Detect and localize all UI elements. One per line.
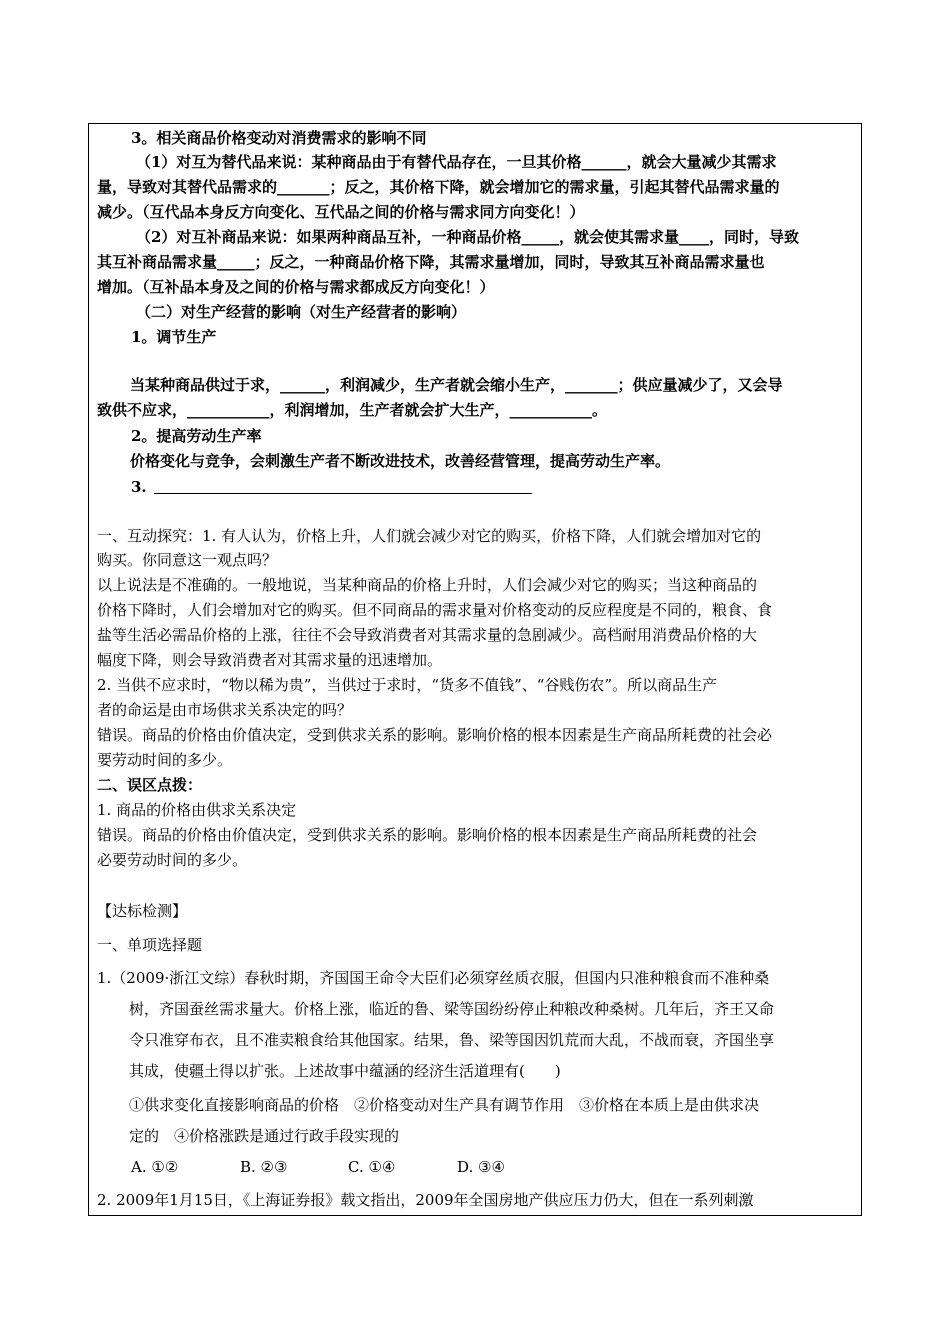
statement-line: ①供求变化直接影响商品的价格 ②价格变动对生产具有调节作用 ③价格在本质上是由供求决 xyxy=(129,1096,760,1114)
section-heading: 【达标检测】 xyxy=(97,902,188,920)
answer-line: 以上说法是不准确的。一般地说，当某种商品的价格上升时，人们会减少对它的购买；当这种商品的 xyxy=(97,576,758,594)
question-line: 令只准穿布衣，且不准卖粮食给其他国家。结果，鲁、梁等国因饥荒而大乱，不战而衰，齐国坐享 xyxy=(129,1031,775,1049)
paragraph-line: 1. 商品的价格由供求关系决定 xyxy=(97,801,297,819)
question-line: 2. 当供不应求时，“物以稀为贵”，当供过于求时，“货多不值钱”、“谷贱伤农”。所以商品生产 xyxy=(97,676,718,694)
section-heading: 一、单项选择题 xyxy=(97,936,203,954)
answer-line: 幅度下降，则会导致消费者对其需求量的迅速增加。 xyxy=(97,651,443,669)
paragraph-line: 当某种商品供过于求，______，利润减少，生产者就会缩小生产，_______；供应量减少了，又会导 xyxy=(130,376,783,394)
section-heading: 二、误区点拨： xyxy=(97,776,203,794)
answer-line: 价格下降时，人们会增加对它的购买。但不同商品的需求量对价格变动的反应程度是不同的，粮食、食 xyxy=(97,601,773,619)
answer-line: 盐等生活必需品价格的上涨，往往不会导致消费者对其需求量的急剧减少。高档耐用消费品价格的大 xyxy=(97,626,758,644)
answer-line: 要劳动时间的多少。 xyxy=(97,751,233,769)
question-line: 一、互动探究：1. 有人认为，价格上升，人们就会减少对它的购买，价格下降，人们就会增加对它的 xyxy=(97,527,762,545)
paragraph-line: （1）对互为替代品来说：某种商品由于有替代品存在，一旦其价格______，就会大量减少其需求 xyxy=(136,153,777,171)
question-line: 购买。你同意这一观点吗？ xyxy=(97,551,278,569)
paragraph-line: 致供不应求，___________，利润增加，生产者就会扩大生产，___________。 xyxy=(97,401,608,419)
paragraph-line: 增加。（互补品本身及之间的价格与需求都成反方向变化！） xyxy=(97,278,495,296)
paragraph-line: 价格变化与竞争，会刺激生产者不断改进技术，改善经营管理，提高劳动生产率。 xyxy=(130,452,671,470)
question-line: 1.（2009·浙江文综）春秋时期，齐国国王命令大臣们必须穿丝质衣服，但国内只准种粮食而不准种桑 xyxy=(97,969,770,987)
section-heading: （二）对生产经营的影响（对生产经营者的影响） xyxy=(136,303,467,321)
question-line: 其成，使疆土得以扩张。上述故事中蕴涵的经济生活道理有( ) xyxy=(129,1062,561,1080)
option-b: B. ②③ xyxy=(240,1158,288,1176)
section-heading: 3。相关商品价格变动对消费需求的影响不同 xyxy=(131,129,427,147)
item-heading: 1。调节生产 xyxy=(131,328,217,346)
option-c: C. ①④ xyxy=(348,1158,396,1176)
option-a: A. ①② xyxy=(131,1158,179,1176)
item-heading: 2。提高劳动生产率 xyxy=(131,427,262,445)
item-label: 3. xyxy=(131,478,147,496)
paragraph-line: 减少。（互代品本身反方向变化、互代品之间的价格与需求同方向变化！） xyxy=(97,203,585,221)
option-d: D. ③④ xyxy=(457,1158,505,1176)
answer-line: 必要劳动时间的多少。 xyxy=(97,851,248,869)
statement-line: 定的 ④价格涨跌是通过行政手段实现的 xyxy=(129,1127,400,1145)
question-line: 2. 2009年1月15日，《上海证券报》载文指出，2009年全国房地产供应压力仍大，但在一系列刺激 xyxy=(97,1191,754,1209)
answer-line: 错误。商品的价格由价值决定，受到供求关系的影响。影响价格的根本因素是生产商品所耗费的社会必 xyxy=(97,726,773,744)
answer-line: 错误。商品的价格由价值决定，受到供求关系的影响。影响价格的根本因素是生产商品所耗费的社会 xyxy=(97,826,758,844)
paragraph-line: 其互补商品需求量_____；反之，一种商品价格下降，其需求量增加，同时，导致其互补商品需求量也 xyxy=(97,253,765,271)
paragraph-line: （2）对互补商品来说：如果两种商品互补，一种商品价格_____，就会使其需求量____，同时，导致 xyxy=(136,228,799,246)
question-line: 树，齐国蚕丝需求量大。价格上涨，临近的鲁、梁等国纷纷停止种粮改种桑树。几年后，齐王又命 xyxy=(129,1000,775,1018)
question-line: 者的命运是由市场供求关系决定的吗？ xyxy=(97,701,353,719)
paragraph-line: 量，导致对其替代品需求的_______；反之，其价格下降，就会增加它的需求量，引起其替代品需求量的 xyxy=(97,178,780,196)
fill-in-line xyxy=(154,493,532,494)
